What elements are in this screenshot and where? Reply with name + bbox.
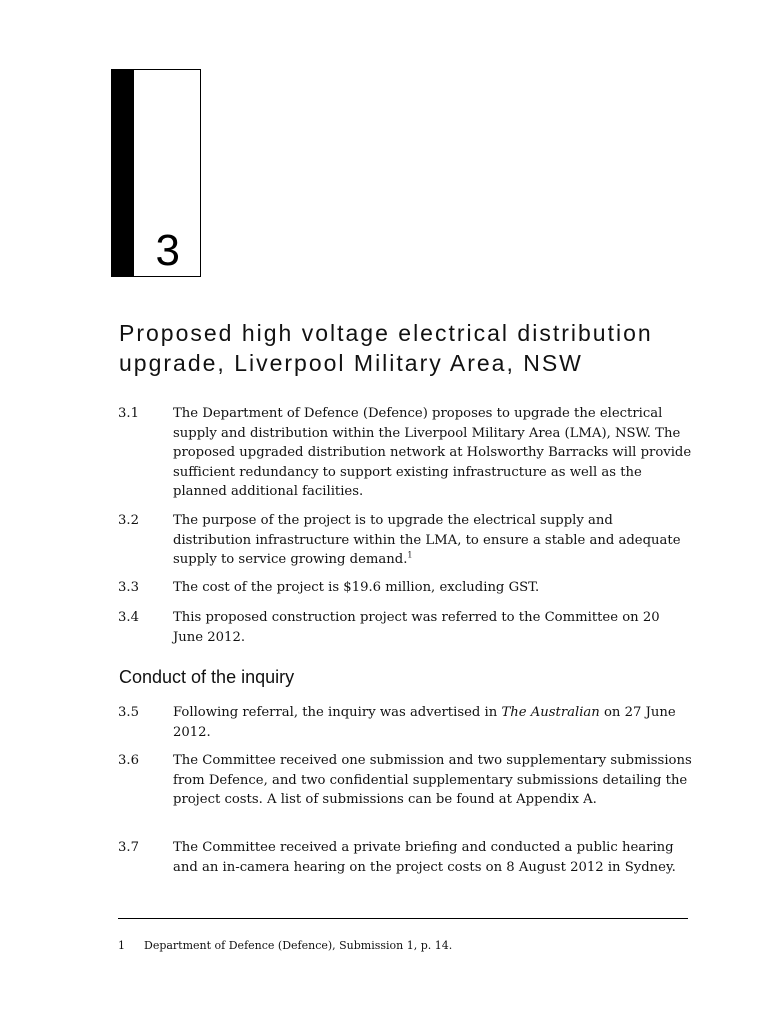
- chapter-title: [119, 318, 719, 378]
- paragraph-text: The Department of Defence (Defence) proposes to upgrade the electrical supply and distribution within the Liverpool Military Area (LMA), NSW. The proposed upgraded distribution network at Holsworthy Barracks will provide sufficient redundancy to support existing infrastructure as well as the planned additional facilities.: [173, 406, 692, 499]
- section-heading: Conduct of the inquiry: [119, 667, 295, 687]
- paragraph-3-4: [118, 608, 688, 648]
- paragraph-number: 3.7: [118, 840, 139, 855]
- paragraph-text: [173, 511, 693, 570]
- paragraph-number: 3.4: [118, 610, 139, 625]
- paragraph-number: 3.1: [118, 406, 139, 421]
- paragraph-text: The Committee received a private briefing and conducted a public hearing and an in-camera hearing on the project costs on 8 August 2012 in Sydney.: [173, 840, 676, 875]
- paragraph-number: 3.2: [118, 513, 139, 528]
- chapter-title-line-1: Proposed high voltage electrical distribution: [119, 320, 653, 346]
- footnote-number: 1: [118, 939, 125, 952]
- paragraph-text: The Committee received one submission and two supplementary submissions from Defence, and two confidential supplementary submissions detailing the project costs. A list of submissions can be found at Appendix A.: [173, 753, 692, 807]
- paragraph-text-start: Following referral, the inquiry was advertised in: [173, 705, 502, 720]
- paragraph-3-2: [118, 511, 688, 570]
- publication-title: The Australian: [501, 705, 600, 720]
- paragraph-3-1: [118, 404, 692, 502]
- paragraph-number: 3.6: [118, 753, 139, 768]
- paragraph-number: 3.3: [118, 580, 139, 595]
- paragraph-number: 3.5: [118, 705, 139, 720]
- chapter-number-box: [111, 69, 201, 277]
- footnote: [118, 939, 452, 952]
- paragraph-text: The cost of the project is $19.6 million, excluding GST.: [173, 580, 540, 595]
- paragraph-3-6: [118, 751, 692, 831]
- paragraph-3-7: [118, 838, 688, 878]
- paragraph-3-3: [118, 578, 688, 598]
- paragraph-body: The purpose of the project is to upgrade the electrical supply and distribution infrastructure within the LMA, to ensure a stable and adequate supply to service growing demand.: [173, 513, 681, 567]
- chapter-bar: [112, 70, 134, 276]
- chapter-title-line-2: upgrade, Liverpool Military Area, NSW: [119, 350, 583, 376]
- paragraph-text-end: on 27 June 2012.: [173, 705, 676, 740]
- paragraph-text: [173, 703, 693, 742]
- paragraph-3-5: [118, 703, 688, 743]
- footnote-reference[interactable]: 1: [407, 550, 413, 560]
- footnote-text: Department of Defence (Defence), Submission 1, p. 14.: [144, 939, 453, 952]
- paragraph-text: This proposed construction project was referred to the Committee on 20 June 2012.: [173, 610, 660, 645]
- footnote-divider: [118, 918, 688, 919]
- chapter-number: 3: [155, 226, 180, 275]
